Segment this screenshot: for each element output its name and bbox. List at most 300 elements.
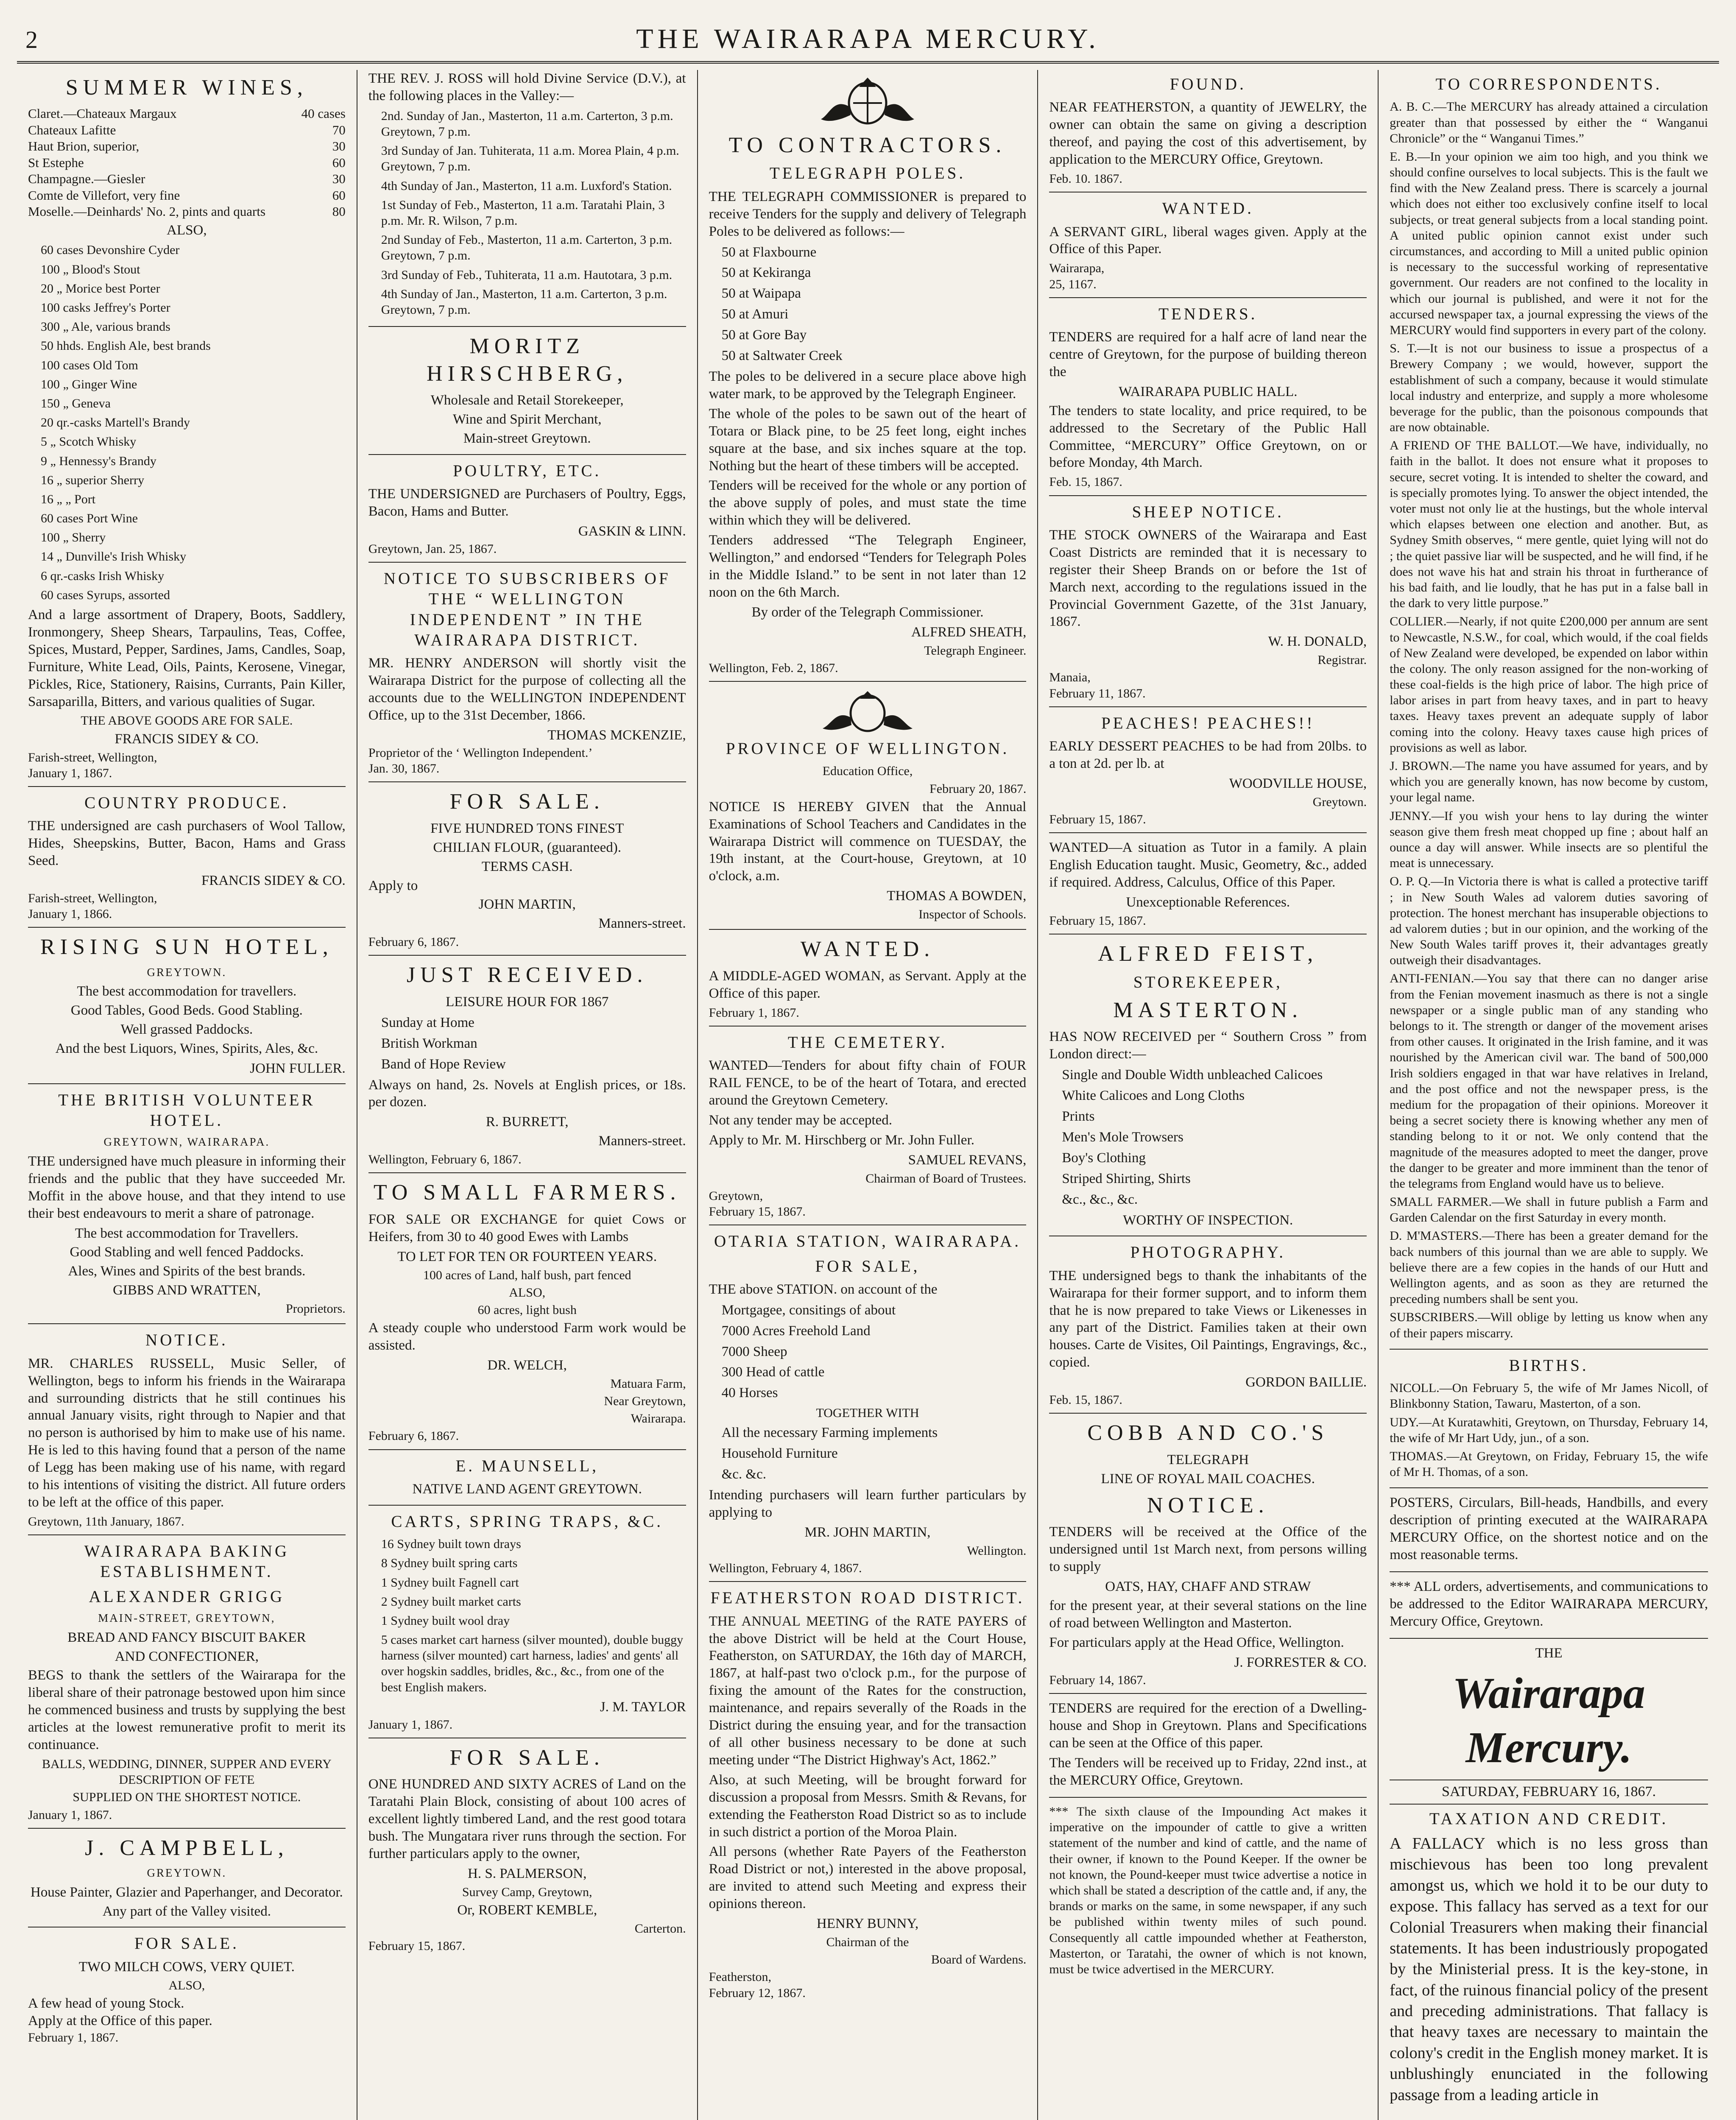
cart-item: 16 Sydney built town drays (381, 1537, 521, 1551)
ad-alfred-feist (1049, 940, 1367, 1236)
ad-title: SUMMER WINES, (65, 75, 308, 100)
ad-line: Any part of the Valley visited. (102, 1903, 271, 1919)
ad-place: Wairarapa, (1049, 261, 1105, 276)
ad-otaria-station (709, 1231, 1027, 1582)
ad-rising-sun-hotel (28, 934, 346, 1084)
ad-place: Survey Camp, Greytown, (462, 1885, 592, 1899)
ad-paragraph: All persons (whether Rate Payers of the Featherston Road District or not,) interested in the above proposal, are invited to attend such Meeting and express their opinions thereon. (709, 1844, 1027, 1912)
ad-date: Wellington, Feb. 2, 1867. (709, 661, 838, 675)
together-label: TOGETHER WITH (816, 1406, 919, 1420)
cart-item: 1 Sydney built Fagnell cart (381, 1575, 519, 1590)
ad-line: CHILIAN FLOUR, (guaranteed). (433, 840, 621, 855)
notice-title: NOTICE. (1147, 1493, 1269, 1517)
royal-crest-icon (812, 688, 923, 734)
ad-signature: W. H. DONALD, (1268, 634, 1367, 650)
ad-milch-cows (28, 1933, 346, 2050)
ad-body: THE STOCK OWNERS of the Wairarapa and East Coast Districts are reminded that it is necessary to register their Sheep Brands on or before the 1st of March next, according to the regulations issued in the Provincial Government Gazette, of the 31st January, 1867. (1049, 527, 1367, 630)
ad-date: February 1, 1867. (709, 1005, 799, 1020)
column-4 (1038, 70, 1379, 2120)
ad-signature: J. M. TAYLOR (600, 1699, 686, 1715)
ad-title: MORITZ HIRSCHBERG, (426, 334, 628, 386)
station-item: 300 Head of cattle (721, 1364, 825, 1380)
ad-signature: FRANCIS SIDEY & CO. (114, 731, 259, 747)
ad-line: Good Tables, Good Beds. Good Stabling. (70, 1003, 303, 1018)
ad-signature: GASKIN & LINN. (578, 523, 686, 539)
ad-date: January 1, 1866. (28, 907, 112, 921)
editorial-masthead (1390, 1645, 1708, 1805)
ad-body: THE TELEGRAPH COMMISSIONER is prepared to receive Tenders for the supply and delivery of Telegraph Poles to be delivered as follows:— (709, 189, 1027, 239)
ad-body: THE undersigned are cash purchasers of Wool Tallow, Hides, Sheepskins, Butter, Bacon, Hams and Grass Seed. (28, 818, 346, 869)
ad-place: GREYTOWN, WAIRARAPA. (103, 1135, 270, 1149)
ad-title: FEATHERSTON ROAD DISTRICT. (710, 1589, 1025, 1607)
ad-trade: BREAD AND FANCY BISCUIT BAKER (67, 1629, 306, 1645)
article-title: TAXATION AND CREDIT. (1429, 1809, 1669, 1828)
ad-signature: H. S. PALMERSON, (468, 1866, 587, 1881)
ad-place: Featherston, (709, 1970, 772, 1984)
ad-date: Feb. 15, 1867. (1049, 475, 1122, 489)
ad-place: MAIN-STREET, GREYTOWN, (98, 1612, 276, 1625)
ad-date: February 15, 1867. (709, 1204, 806, 1219)
ad-line: 100 acres of Land, half bush, part fenced (423, 1268, 631, 1282)
ad-note: THE ABOVE GOODS ARE FOR SALE. (81, 714, 293, 728)
ad-sixty-acres (368, 1744, 686, 1959)
ad-note: SUPPLIED ON THE SHORTEST NOTICE. (73, 1790, 301, 1805)
ad-found-jewelry (1049, 74, 1367, 192)
cart-item: 1 Sydney built wool dray (381, 1613, 510, 1628)
ad-subtitle: TELEGRAPH POLES. (769, 164, 966, 183)
issue-date: SATURDAY, FEBRUARY 16, 1867. (1390, 1780, 1708, 1804)
ad-wanted-woman (709, 936, 1027, 1026)
correspondent-reply: SUBSCRIBERS.—Will oblige by letting us know when any of their papers miscarry. (1390, 1310, 1708, 1340)
columns (17, 70, 1719, 2120)
ad-tail: WORTHY OF INSPECTION. (1123, 1212, 1293, 1228)
cart-item: 8 Sydney built spring carts (381, 1556, 518, 1570)
service-item: 3rd Sunday of Feb., Tuhiterata, 11 a.m. Hautotara, 3 p.m. (381, 268, 673, 282)
also-label: ALSO, (509, 1285, 546, 1300)
ad-line: Main-street Greytown. (463, 430, 591, 446)
ad-baking-establishment (28, 1541, 346, 1829)
ad-body: WANTED—Tenders for about fifty chain of FOUR RAIL FENCE, to be of the heart of Totara, and erected around the Greytown Cemetery. (709, 1058, 1027, 1108)
ad-date: January 1, 1867. (28, 1808, 112, 1822)
column-3 (698, 70, 1038, 2120)
ad-title: NOTICE. (145, 1331, 228, 1350)
goods-item: Boy's Clothing (1062, 1150, 1146, 1166)
ad-date: February 1, 1867. (28, 2030, 119, 2045)
ad-subtitle: STOREKEEPER, (1133, 973, 1283, 991)
ad-body: House Painter, Glazier and Paperhanger, and Decorator. (30, 1884, 343, 1900)
pole-item: 50 at Amuri (721, 307, 789, 322)
ad-item: Sunday at Home (381, 1015, 474, 1030)
ad-body: MR. CHARLES RUSSELL, Music Seller, of Wellington, begs to inform his friends in the Wairarapa and surrounding districts that he still continues his annual January visits, right through to Napier and that no person is authorised by him to make use of his name. He is led to this having found that a person of the name of Legg has been making use of his name, with regard to his intentions of visiting the district. All future orders to be left at the office of this paper. (28, 1356, 346, 1510)
ad-item: Band of Hope Review (381, 1056, 506, 1072)
ad-line: Apply at the Office of this paper. (28, 2013, 212, 2028)
ad-date: Greytown, 11th January, 1867. (28, 1514, 184, 1529)
also-list (28, 242, 346, 603)
birth-notice: THOMAS.—At Greytown, on Friday, February 15, the wife of Mr H. Thomas, of a son. (1390, 1449, 1708, 1479)
ad-terms: TERMS CASH. (481, 859, 573, 874)
page-header (17, 17, 1719, 64)
ad-body: Always on hand, 2s. Novels at English prices, or 18s. per dozen. (368, 1077, 686, 1110)
column-5 (1379, 70, 1719, 2120)
correspondent-reply: O. P. Q.—In Victoria there is what is called a protective tariff ; in New South Wales ad valorem duties savoring of protection. The honest merchant has insuperable objections to ad valorem duties ; but in our opinion, and the working of the New South Wales tariff proves it, their advantages greatly outweigh their disadvantages. (1390, 874, 1708, 968)
ad-signature: JOHN MARTIN, (478, 897, 576, 912)
also-item: 150 „ Geneva (41, 396, 111, 410)
ad-place: Greytown. (1312, 795, 1367, 809)
ad-place: Manners-street. (598, 916, 686, 932)
wine-list (28, 106, 346, 220)
goods-item: Men's Mole Trowsers (1062, 1129, 1183, 1145)
also-label: ALSO, (168, 1978, 205, 1992)
ad-peaches (1049, 713, 1367, 833)
ad-body: FOR SALE OR EXCHANGE for quiet Cows or Heifers, from 30 to 40 good Ewes with Lambs (368, 1211, 686, 1244)
ad-date: February 15, 1867. (368, 1939, 466, 1953)
ad-body: ONE HUNDRED AND SIXTY ACRES of Land on the Taratahi Plain Block, consisting of about 100 acres of excellent lightly timbered Land, and the rest good totara bush. The Mungatara river runs through the section. For further particulars apply to the owner, (368, 1777, 686, 1862)
correspondent-reply: S. T.—It is not our business to issue a prospectus of a Brewery Company ; we would, however, support the establishment of such a company, because it would stimulate local industry and enterprize, and supply a more wholesome beverage for the public, than the poisonous compounds that are now obtainable. (1390, 341, 1708, 435)
ad-posters (1390, 1494, 1708, 1572)
correspondent-reply: E. B.—In your opinion we aim too high, and you think we should confine ourselves to local subjects. This is the fault we find with the New Zealand press. There is scarcely a journal which does not either too exclusively confine itself to local subjects, or treat general subjects from a local standing point. A united public opinion cannot exist under such circumstances, and according to Mill a united public opinion is necessary to the successful working of representative government. Our readers are not confined to the locality in which our journal is published, and were it not for the accursed newspaper tax, a journal expressing the views of the MERCURY would find supporters in every part of the colony. (1390, 149, 1708, 337)
ad-paragraph: Tenders will be received for the whole or any portion of the above supply of poles, and must state the time within which they will be delivered. (709, 478, 1027, 528)
service-item: 4th Sunday of Jan., Masterton, 11 a.m. Carterton, 3 p.m. Greytown, 7 p.m. (381, 287, 667, 317)
ad-line: A few head of young Stock. (28, 1995, 184, 2011)
goods-item: Striped Shirting, Shirts (1062, 1171, 1191, 1186)
ad-place: GREYTOWN. (147, 1866, 227, 1880)
ad-body: THE above STATION. on account of the (709, 1281, 938, 1297)
ad-body: THE UNDERSIGNED are Purchasers of Poultry, Eggs, Bacon, Hams and Butter. (368, 486, 686, 519)
ad-subtitle: NATIVE LAND AGENT GREYTOWN. (412, 1481, 642, 1497)
ad-title: THE CEMETERY. (787, 1033, 948, 1052)
ad-title: WANTED. (800, 937, 935, 962)
ad-divine-service (368, 70, 686, 327)
ad-place: Manners-street. (598, 1133, 686, 1149)
goods-item: Prints (1062, 1108, 1095, 1124)
ad-subtitle: OATS, HAY, CHAFF AND STRAW (1105, 1579, 1311, 1594)
masthead-title: THE WAIRARAPA MERCURY. (636, 23, 1100, 54)
wine-item: St Estephe 60 (28, 155, 346, 170)
ad-orders (1390, 1578, 1708, 1639)
ad-signature: SAMUEL REVANS, (908, 1152, 1027, 1168)
goods-item: Single and Double Width unbleached Calicoes (1062, 1067, 1323, 1083)
pole-item: 50 at Waipapa (721, 286, 801, 301)
ad-date: Greytown, Jan. 25, 1867. (368, 541, 497, 556)
ad-signature: JOHN FULLER. (250, 1060, 346, 1076)
pole-item: 50 at Saltwater Creek (721, 348, 843, 364)
ad-date: February 14, 1867. (1049, 1673, 1146, 1688)
royal-crest-icon (812, 73, 923, 128)
ad-date: February 20, 1867. (929, 781, 1027, 796)
ad-date: February 6, 1867. (368, 935, 459, 949)
ad-role: Proprietor of the ‘ Wellington Independent.’ (368, 745, 593, 760)
goods-item: &c., &c., &c. (1062, 1191, 1138, 1207)
ad-body: A MIDDLE-AGED WOMAN, as Servant. Apply at the Office of this paper. (709, 968, 1027, 1001)
ad-place: Wairarapa. (631, 1411, 686, 1426)
ad-apply: Intending purchasers will learn further particulars by applying to (709, 1487, 1027, 1520)
ad-title: TO CONTRACTORS. (728, 133, 1007, 157)
ad-paragraph: Tenders addressed “The Telegraph Engineer, Wellington,” and endorsed “Tenders for Telegraph Poles in the Middle Island.” to be sent in not later than 12 noon on the 6th March. (709, 533, 1027, 600)
ad-line: The best accommodation for Travellers. (75, 1225, 299, 1241)
ad-title: PEACHES! PEACHES!! (1101, 714, 1315, 732)
ad-tutor (1049, 839, 1367, 934)
ad-place: Manaia, (1049, 670, 1091, 685)
article-body: A FALLACY which is no less gross than mischievous has been too long prevalent amongst us, which we hold it to be our duty to expose. This fallacy has served as a text for our Colonial Treasurers when making their financial statements. It has been industriously propogated by the Ministerial press. It is the key-stone, in fact, of the ruinous financial policy of the present and preceding administrations. That fallacy is that heavy taxes are necessary to maintain the colony's credit in the English money market. It is unblushingly enunciated in the following passage from a leading article in (1390, 1834, 1708, 2104)
ad-role: Inspector of Schools. (918, 907, 1027, 922)
ad-title: NOTICE TO SUBSCRIBERS OF THE “ WELLINGTON INDEPENDENT ” IN THE WAIRARAPA DISTRICT. (383, 569, 671, 650)
ad-title: FOR SALE. (449, 789, 605, 814)
ad-paragraph: The Tenders will be received up to Friday, 22nd inst., at the MERCURY Office, Greytown. (1049, 1755, 1367, 1788)
section-births (1390, 1356, 1708, 1488)
ad-servant-girl (1049, 198, 1367, 298)
ad-body: THE ANNUAL MEETING of the RATE PAYERS of the above District will be held at the Court House, Featherston, on SATURDAY, the 16th day of MARCH, 1867, at half-past two o'clock p.m., for the purpose of fixing the amount of the Rates for the construction, maintenance, and repairs severally of the Roads in the District during the ensuing year, and for the transaction of all other business necessary to be done at such meeting under “The District Highway's Act, 1862.” (709, 1613, 1027, 1768)
ad-body: EARLY DESSERT PEACHES to be had from 20lbs. to a ton at 2d. per lb. at (1049, 739, 1367, 772)
column-2 (357, 70, 698, 2120)
ad-british-volunteer-hotel (28, 1090, 346, 1325)
also-item: 50 hhds. English Ale, best brands (41, 339, 211, 353)
correspondent-reply: JENNY.—If you wish your hens to lay during the winter season give them fresh meat chopped up fine ; about half an ounce a day will answer. While insects are so plentiful the meat is unnecessary. (1390, 809, 1708, 870)
also-item: 16 „ superior Sherry (41, 473, 145, 487)
ad-body: HAS NOW RECEIVED per “ Southern Cross ” from London direct:— (1049, 1029, 1367, 1062)
ad-title: TO SMALL FARMERS. (373, 1180, 681, 1205)
ad-signature: R. BURRETT, (486, 1114, 569, 1130)
birth-notice: UDY.—At Kuratawhiti, Greytown, on Thursday, February 14, the wife of Mr Hart Udy, jun., of a son. (1390, 1415, 1708, 1445)
ad-body: TENDERS are required for the erection of a Dwelling-house and Shop in Greytown. Plans and Specifications can be seen at the Office of this paper. (1049, 1701, 1367, 1751)
column-1 (17, 70, 357, 2120)
correspondent-reply: A. B. C.—The MERCURY has already attained a circulation greater than that possessed by either the “ Wanganui Chronicle” or the “ Wanganui Times.” (1390, 100, 1708, 145)
ad-line: Wine and Spirit Merchant, (452, 411, 602, 427)
ad-role: Board of Wardens. (931, 1953, 1027, 1967)
ad-cemetery (709, 1032, 1027, 1225)
wine-item: Moselle.—Deinhards' No. 2, pints and quarts 80 (28, 204, 346, 219)
ad-title: PROVINCE OF WELLINGTON. (726, 739, 1010, 758)
ad-body: MR. HENRY ANDERSON will shortly visit the Wairarapa District for the purpose of collecting all the accounts due to the WELLINGTON INDEPENDENT Office, up to the 31st December, 1866. (368, 656, 686, 723)
ad-body: TENDERS are required for a half acre of land near the centre of Greytown, for the purpose of building thereon the (1049, 329, 1367, 379)
pole-item: 50 at Kekiranga (721, 265, 811, 281)
ad-signature: ALFRED SHEATH, (911, 624, 1027, 640)
ad-line: The best accommodation for travellers. (77, 984, 297, 999)
ad-paragraph: The whole of the poles to be sawn out of the heart of Totara or Black pine, to be 25 feet long, eight inches square at the base, and six inches square at the top. Nothing but the heart of these timbers will be accepted. (709, 406, 1027, 474)
ad-title: RISING SUN HOTEL, (40, 935, 333, 960)
ad-date: February 15, 1867. (1049, 913, 1146, 928)
ad-featherston-road (709, 1588, 1027, 2006)
ad-title: POULTRY, ETC. (453, 461, 602, 480)
ad-dwelling-tenders (1049, 1700, 1367, 1798)
ad-trade: AND CONFECTIONER, (114, 1649, 259, 1664)
ad-body: THE undersigned have much pleasure in informing their friends and the public that they have succeeded Mr. Moffit in the above house, and that they intend to use their best endeavours to merit a share of patronage. (28, 1153, 346, 1221)
ad-place: Carterton. (634, 1921, 686, 1936)
station-item: 7000 Acres Freehold Land (721, 1323, 871, 1339)
ad-contractors (709, 73, 1027, 682)
wine-item: Haut Brion, superior, 30 (28, 139, 346, 154)
ad-title: WAIRARAPA BAKING ESTABLISHMENT. (84, 1542, 290, 1581)
ad-photography (1049, 1242, 1367, 1414)
also-item: 20 „ Morice best Porter (41, 281, 160, 296)
correspondent-reply: COLLIER.—Nearly, if not quite £200,000 per annum are sent to Newcastle, N.S.W., for coal, which would, if the coal fields of New Zealand were developed, be expended on labor within the colony. The only reason assigned for the non-working of these coal-fields is the high price of labor. The high price of labor arises in part from heavy taxes, and in part to heavy taxes. Heavy taxes prevent an adequate supply of labor coming into the colony. Heavy taxes cause high prices of provisions as well as labor. (1390, 614, 1708, 755)
also-item: 14 „ Dunville's Irish Whisky (41, 550, 187, 564)
also-item: 9 „ Hennessy's Brandy (41, 454, 156, 468)
ad-signature: GORDON BAILLIE. (1245, 1375, 1367, 1390)
ad-date: Wellington, February 6, 1867. (368, 1152, 522, 1167)
ad-tenders-public-hall (1049, 304, 1367, 496)
ad-date: February 11, 1867. (1049, 686, 1146, 700)
ad-place: Greytown, (709, 1188, 763, 1203)
also-item: 100 „ Sherry (41, 530, 106, 545)
station-item: Household Furniture (721, 1446, 838, 1462)
ad-line: Good Stabling and well fenced Paddocks. (70, 1244, 304, 1260)
ad-line: 60 acres, light bush (477, 1303, 577, 1317)
pole-item: 50 at Flaxbourne (721, 244, 817, 260)
ad-paragraph: Also, at such Meeting, will be brought forward for discussion a proposal from Messrs. Smith & Revans, for extending the Featherston Road District so as to include in such district a portion of the Moroa Plain. (709, 1772, 1027, 1840)
wine-item: Claret.—Chateaux Margaux 40 cases (28, 106, 346, 121)
ad-hirschberg (368, 333, 686, 455)
ad-title: WANTED. (1162, 199, 1254, 218)
ad-title: THE BRITISH VOLUNTEER HOTEL. (58, 1091, 315, 1130)
page-number: 2 (25, 26, 38, 53)
ad-place: Farish-street, Wellington, (28, 750, 157, 764)
ad-body: NEAR FEATHERSTON, a quantity of JEWELRY, the owner can obtain the same on giving a description thereof, and paying the cost of this advertisement, by application to the MERCURY Office, Greytown. (1049, 100, 1367, 167)
ad-office: Education Office, (822, 764, 913, 778)
ad-title: OTARIA STATION, WAIRARAPA. (714, 1232, 1021, 1251)
service-item: 2nd. Sunday of Jan., Masterton, 11 a.m. Carterton, 3 p.m. Greytown, 7 p.m. (381, 109, 673, 139)
ad-date: January 1, 1867. (368, 1717, 453, 1732)
also-item: 60 cases Devonshire Cyder (41, 243, 180, 257)
ad-signature: Or, ROBERT KEMBLE, (457, 1902, 597, 1918)
ad-title: SHEEP NOTICE. (1132, 502, 1284, 521)
cart-item: 5 cases market cart harness (silver mounted), double buggy harness (silver mounted) cart harness, ladies' and gents' all over hogskin saddles, bridles, &c., &c., from one of the best English makers. (381, 1633, 684, 1694)
masthead-the: THE (1535, 1645, 1563, 1661)
ad-date: February 6, 1867. (368, 1429, 459, 1443)
service-item: 4th Sunday of Jan., Masterton, 11 a.m. Luxford's Station. (381, 179, 672, 193)
station-item: &c. &c. (721, 1467, 766, 1482)
ad-place: Farish-street, Wellington, (28, 891, 157, 905)
ad-line: LEISURE HOUR FOR 1867 (446, 994, 609, 1010)
ad-signature: HENRY BUNNY, (816, 1916, 919, 1932)
ad-title: JUST RECEIVED. (406, 963, 648, 987)
wine-item: Champagne.—Giesler 30 (28, 171, 346, 187)
ad-body: THE undersigned begs to thank the inhabitants of the Wairarapa for their former support, and to inform them that he is now prepared to take Views or Likenesses in any part of the District. Families taken at their own houses. Carte de Visites, Oil Paintings, Engravings, &c., copied. (1049, 1268, 1367, 1370)
masthead-name: Wairarapa Mercury. (1452, 1668, 1645, 1772)
ad-note: BALLS, WEDDING, DINNER, SUPPER AND EVERY DESCRIPTION OF FETE (42, 1757, 332, 1787)
also-item: 60 cases Syrups, assorted (41, 588, 170, 602)
ad-title: COUNTRY PRODUCE. (84, 793, 289, 812)
also-item: 100 „ Blood's Stout (41, 262, 140, 276)
ad-body: BEGS to thank the settlers of the Wairarapa for the liberal share of their patronage bestowed upon him since he commenced business and trusts by supplying the best articles at the lowest remunerative profit to merit its continuance. (28, 1668, 346, 1753)
section-correspondents (1390, 74, 1708, 1350)
ad-subtitle: LINE OF ROYAL MAIL COACHES. (1101, 1471, 1315, 1487)
ad-line: Well grassed Paddocks. (120, 1022, 253, 1038)
ad-date: 25, 1167. (1049, 277, 1097, 291)
ad-notice-russell (28, 1330, 346, 1535)
ad-chilian-flour (368, 788, 686, 956)
ad-role: Telegraph Engineer. (924, 643, 1027, 658)
ad-title: E. MAUNSELL, (455, 1456, 599, 1475)
ad-body: A SERVANT GIRL, liberal wages given. Apply at the Office of this Paper. (1049, 224, 1367, 257)
ad-paragraph: for the present year, at their several stations on the line of road between Wellington and Masterton. (1049, 1598, 1367, 1631)
ad-role: Chairman of Board of Trustees. (865, 1171, 1027, 1186)
cart-item: 2 Sydney built market carts (381, 1594, 521, 1609)
ad-title: TENDERS. (1158, 304, 1258, 323)
station-item: Mortgagee, consitings of about (721, 1302, 896, 1318)
ad-line: A steady couple who understood Farm work would be assisted. (368, 1320, 686, 1353)
ad-body: POSTERS, Circulars, Bill-heads, Handbills, and every description of printing executed at the WAIRARAPA MERCURY Office, on the shortest notice and on the most reasonable terms. (1390, 1495, 1708, 1562)
also-item: 20 qr.-casks Martell's Brandy (41, 416, 190, 430)
ad-title: FOR SALE. (449, 1745, 605, 1770)
ad-line: Wholesale and Retail Storekeeper, (430, 393, 624, 408)
ad-carts (368, 1512, 686, 1738)
ad-province-of-wellington (709, 688, 1027, 930)
ad-subtitle: MASTERTON. (1113, 998, 1303, 1022)
correspondent-reply: J. BROWN.—The name you have assumed for years, and by which you are generally known, has now become by custom, your legal name. (1390, 759, 1708, 805)
leader-article (1390, 1809, 1708, 2106)
ad-date: Wellington, February 4, 1867. (709, 1561, 862, 1576)
also-item: 16 „ „ Port (41, 492, 96, 506)
ad-date: January 1, 1867. (28, 766, 112, 780)
ad-subtitle: TELEGRAPH (1167, 1452, 1249, 1467)
ad-by: By order of the Telegraph Commissioner. (751, 604, 984, 620)
correspondent-reply: SMALL FARMER.—We shall in future publish a Farm and Garden Calendar on the first Saturday in every month. (1390, 1195, 1708, 1225)
wine-item: Comte de Villefort, very fine 60 (28, 187, 346, 203)
ad-subscribers-notice (368, 569, 686, 782)
ad-name: ALEXANDER GRIGG (89, 1587, 285, 1606)
ad-signature: THOMAS A BOWDEN, (887, 888, 1027, 904)
ad-body: *** The sixth clause of the Impounding Act makes it imperative on the impounder of cattle to give a written statement of the number and kind of cattle, and the name of their owner, if known to the Pound Keeper. If the owner be not known, the Pound-keeper must twice advertise a notice in which shall be stated a description of the cattle and, if any, the brands or marks on the same, in some newspaper, if any such be published within twenty miles of such pound. Consequently all cattle impounded whether at Featherston, Masterton, or Taratahi, the owner of which is not known, must be twice advertised in the MERCURY. (1049, 1805, 1367, 1976)
section-title: TO CORRESPONDENTS. (1435, 75, 1662, 93)
ad-line: TO LET FOR TEN OR FOURTEEN YEARS. (397, 1249, 657, 1264)
ad-line: Ales, Wines and Spirits of the best brands. (68, 1264, 306, 1279)
ad-title: CARTS, SPRING TRAPS, &C. (391, 1512, 663, 1531)
ad-signature: J. FORRESTER & CO. (1234, 1655, 1367, 1671)
also-item: 5 „ Scotch Whisky (41, 435, 137, 449)
ad-place: Matuara Farm, (610, 1376, 686, 1391)
correspondent-reply: A FRIEND OF THE BALLOT.—We have, individually, no faith in the ballot. It does not ensure what it proposes to secure, secret voting. It is intended to shelter the coward, and is specially promotes lying. To answer the object intended, the voter must not only lie at the hustings, but the whole interval which elapses between one election and another. But, as Sydney Smith observes, “ mere gentle, quiet lying will not do ; the quiet passive liar will be suspected, and he will find, if he does not wave his hat and strain his throat in furtherance of his bad faith, and lie loudly, that he has put in a false ball in the dark to very little purpose.” (1390, 438, 1708, 611)
also-item: 100 casks Jeffrey's Porter (41, 301, 170, 315)
ad-line: FIVE HUNDRED TONS FINEST (430, 820, 624, 836)
ad-place: Wellington. (967, 1543, 1027, 1558)
ad-place: Near Greytown, (604, 1394, 686, 1408)
pole-item: 50 at Gore Bay (721, 327, 807, 343)
ad-line: And the best Liquors, Wines, Spirits, Ales, &c. (55, 1040, 318, 1056)
ad-references: Unexceptionable References. (1126, 894, 1290, 910)
ad-title: COBB AND CO.'S (1087, 1421, 1329, 1445)
ad-body: NOTICE IS HEREBY GIVEN that the Annual Examinations of School Teachers and Candidates in the Wairarapa District will commence on TUESDAY, the 19th instant, at the Court-house, Greytown, at 10 o'clock, a.m. (709, 799, 1027, 884)
ad-just-received (368, 962, 686, 1173)
ad-maunsell (368, 1456, 686, 1506)
ad-signature: THOMAS MCKENZIE, (547, 728, 686, 743)
correspondent-reply: D. M'MASTERS.—There has been a greater demand for the back numbers of this journal than we are able to supply. We believe there are a few copies in the hands of our Hutt and Wellington agents, and as soon as they are returned the preceding numbers shall be sent you. (1390, 1229, 1708, 1306)
also-item: 100 „ Ginger Wine (41, 377, 137, 391)
ad-role: Registrar. (1317, 653, 1367, 667)
ad-title: PHOTOGRAPHY. (1130, 1243, 1286, 1262)
ad-body: TENDERS will be received at the Office of the undersigned until 1st March next, from persons willing to supply (1049, 1524, 1367, 1574)
wine-item: Chateaux Lafitte 70 (28, 122, 346, 137)
ad-body: THE REV. J. ROSS will hold Divine Service (D.V.), at the following places in the Valley:— (368, 71, 686, 103)
ad-small-farmers (368, 1179, 686, 1450)
ad-sheep-notice (1049, 502, 1367, 707)
ad-title: J. CAMPBELL, (85, 1835, 289, 1860)
ad-subtitle: FOR SALE, (815, 1257, 920, 1275)
ad-date: Feb. 10. 1867. (1049, 171, 1122, 186)
ad-title: FOUND. (1169, 75, 1246, 93)
ad-paragraph: The tenders to state locality, and price required, to be addressed to the Secretary of the Public Hall Committee, “MERCURY” Office Greytown, on or before Monday, 4th March. (1049, 403, 1367, 471)
service-item: 1st Sunday of Feb., Masterton, 11 a.m. Taratahi Plain, 3 p.m. Mr. R. Wilson, 7 p.m. (381, 198, 665, 228)
ad-body: TWO MILCH COWS, VERY QUIET. (78, 1959, 295, 1975)
goods-item: White Calicoes and Long Cloths (1062, 1088, 1245, 1104)
ad-apply: Apply to (368, 878, 418, 893)
correspondent-reply: ANTI-FENIAN.—You say that there can no danger arise from the Fenian movement inasmuch as there is not a single newspaper or a single public man of any standing who belongs to it. The strength or danger of the movement arises from other causes. It originated in the Irish famine, and it was nourished by the American civil war. The band of 500,000 Irish soldiers engaged in that war have relatives in Ireland, and the post office and not the newspaper press, is the medium for the propagation of their opinions. Moreover it being a secret society there is knowing whether any men of standing belong to it or not. We only contend that the magnitude of the measures adopted to meet the danger, prove the danger to be greater and more imminent than the tenor of the telegrams from England would have us to believe. (1390, 971, 1708, 1191)
ad-signature: WOODVILLE HOUSE, (1229, 775, 1367, 791)
ad-signature: DR. WELCH, (487, 1357, 567, 1373)
ad-date: Feb. 15, 1867. (1049, 1393, 1122, 1407)
ad-date: February 12, 1867. (709, 1986, 806, 2000)
ad-cobb-and-co (1049, 1420, 1367, 1694)
station-item: 40 Horses (721, 1385, 778, 1401)
